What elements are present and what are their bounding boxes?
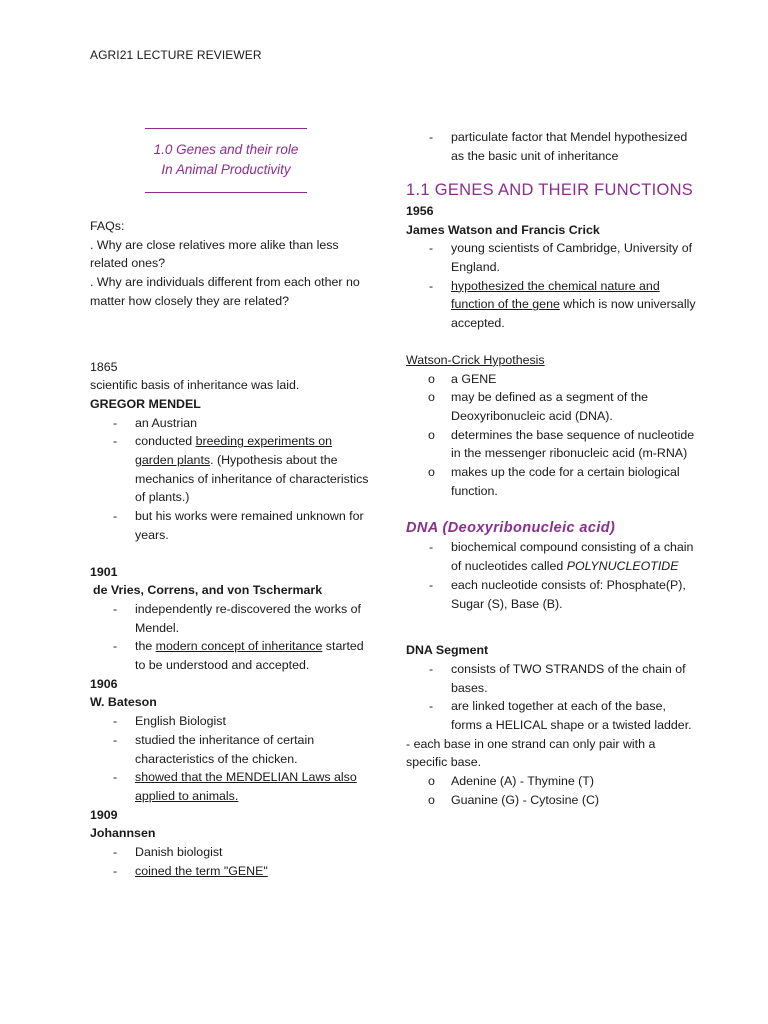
segment-note: - each base in one strand can only pair with a specific base. bbox=[406, 736, 656, 770]
bateson-name: W. Bateson bbox=[90, 695, 157, 710]
dash-marker: - bbox=[113, 434, 118, 449]
base-pair-1: o Adenine (A) - Thymine (T) bbox=[406, 772, 696, 791]
right-column bbox=[406, 128, 696, 810]
johannsen-name: Johannsen bbox=[90, 826, 156, 841]
dash-marker: - bbox=[429, 661, 434, 676]
devries-bullet-1: - independently re-discovered the works of Mendel. bbox=[113, 601, 361, 635]
underlined-text: breeding experiments on garden plants bbox=[135, 434, 333, 468]
watson-crick-names: James Watson and Francis Crick bbox=[406, 222, 600, 237]
dash-marker: - bbox=[113, 415, 118, 430]
dash-marker: - bbox=[429, 130, 434, 144]
watson-crick-year: 1956 bbox=[406, 203, 434, 218]
document-header: AGRI21 LECTURE REVIEWER bbox=[90, 48, 262, 62]
circle-marker: o bbox=[428, 774, 435, 789]
mendel-year: 1865 bbox=[90, 359, 118, 374]
hypothesis-item-2: o may be defined as a segment of the Deoxyribonucleic acid (DNA). bbox=[428, 390, 648, 423]
dash-marker: - bbox=[429, 241, 434, 256]
dna-bullet-1: - biochemical compound consisting of a chain of nucleotides called POLYNUCLEOTIDE bbox=[429, 540, 694, 574]
mendel-basis: scientific basis of inheritance was laid. bbox=[90, 378, 300, 393]
dash-marker: - bbox=[113, 601, 118, 616]
dash-marker: - bbox=[113, 863, 118, 878]
dash-marker: - bbox=[429, 540, 434, 555]
faq-question-1: . Why are close relatives more alike than less related ones? bbox=[90, 237, 339, 271]
dash-marker: - bbox=[113, 714, 118, 729]
faqs-label: FAQs: bbox=[90, 219, 125, 233]
bateson-bullet-1: - English Biologist bbox=[90, 712, 372, 731]
title-text bbox=[145, 129, 307, 192]
hypothesis-item-3: o determines the base sequence of nucleotide in the messenger ribonucleic acid (m-RNA) bbox=[428, 427, 695, 461]
segment-bullet-2: - are linked together at each of the base, forms a HELICAL shape or a twisted ladder. bbox=[429, 699, 692, 733]
dash-marker: - bbox=[113, 639, 118, 654]
underlined-text: showed that the MENDELIAN Laws also applied to animals. bbox=[135, 770, 357, 803]
title-line-1: 1.0 Genes and their role bbox=[153, 142, 299, 157]
hypothesis-item-4: o makes up the code for a certain biological function. bbox=[428, 465, 680, 498]
title-line-2: In Animal Productivity bbox=[161, 162, 291, 177]
bateson-bullet-2: - studied the inheritance of certain characteristics of the chicken. bbox=[113, 732, 315, 766]
mendel-bullet-2: - conducted breeding experiments on garden plants. (Hypothesis about the mechanics of inheritance of characteristics of plants.) bbox=[113, 434, 369, 505]
bateson-bullet-3 bbox=[90, 768, 372, 805]
base-pair-2: o Guanine (G) - Cytosine (C) bbox=[406, 791, 696, 810]
section-heading-dna: DNA (Deoxyribonucleic acid) bbox=[406, 520, 616, 537]
dna-segment-title: DNA Segment bbox=[406, 643, 489, 658]
devries-year: 1901 bbox=[90, 564, 118, 579]
mendel-bullet-3: - but his works were remained unknown for years. bbox=[113, 509, 364, 542]
hypothesis-item-1: o a GENE bbox=[406, 370, 696, 389]
hypothesis-title: Watson-Crick Hypothesis bbox=[406, 352, 545, 367]
underlined-text: modern concept of inheritance bbox=[155, 639, 323, 654]
circle-marker: o bbox=[428, 465, 435, 480]
dash-marker: - bbox=[113, 770, 118, 785]
dash-marker: - bbox=[113, 732, 118, 747]
watson-crick-bullet-1: - young scientists of Cambridge, University of England. bbox=[429, 241, 693, 275]
dna-bullet-2: - each nucleotide consists of: Phosphate(P), Sugar (S), Base (B). bbox=[429, 577, 686, 611]
segment-bullet-1: - consists of TWO STRANDS of the chain of bases. bbox=[429, 661, 686, 695]
document-title bbox=[145, 128, 307, 193]
dash-marker: - bbox=[429, 577, 434, 592]
devries-bullet-2: - the modern concept of inheritance started to be understood and accepted. bbox=[113, 639, 364, 673]
gene-definition-bullet: - particulate factor that Mendel hypothesized as the basic unit of inheritance bbox=[429, 130, 688, 163]
mendel-name: GREGOR MENDEL bbox=[90, 396, 201, 411]
dash-marker: - bbox=[429, 699, 434, 714]
circle-marker: o bbox=[428, 427, 435, 442]
johannsen-year: 1909 bbox=[90, 807, 118, 822]
circle-marker: o bbox=[428, 371, 435, 386]
dash-marker: - bbox=[113, 509, 118, 524]
devries-names: de Vries, Correns, and von Tschermark bbox=[93, 583, 323, 598]
underlined-text: hypothesized the chemical nature and function of the gene bbox=[451, 278, 660, 312]
dash-marker: - bbox=[429, 278, 434, 293]
bateson-year: 1906 bbox=[90, 676, 118, 691]
italic-term: POLYNUCLEOTIDE bbox=[566, 559, 679, 574]
underlined-text: coined the term "GENE" bbox=[135, 863, 268, 878]
johannsen-bullet-1: - Danish biologist bbox=[90, 843, 372, 862]
mendel-bullet-1: - an Austrian bbox=[90, 414, 372, 433]
left-column bbox=[90, 128, 372, 881]
johannsen-bullet-2 bbox=[90, 862, 372, 881]
section-heading-genes: 1.1 GENES AND THEIR FUNCTIONS bbox=[406, 181, 694, 200]
circle-marker: o bbox=[428, 390, 435, 405]
watson-crick-bullet-2: - hypothesized the chemical nature and function of the gene which is now universally accepted. bbox=[429, 278, 696, 331]
faq-question-2: . Why are individuals different from each other no matter how closely they are related? bbox=[90, 275, 360, 308]
circle-marker: o bbox=[428, 792, 435, 807]
dash-marker: - bbox=[113, 845, 118, 860]
